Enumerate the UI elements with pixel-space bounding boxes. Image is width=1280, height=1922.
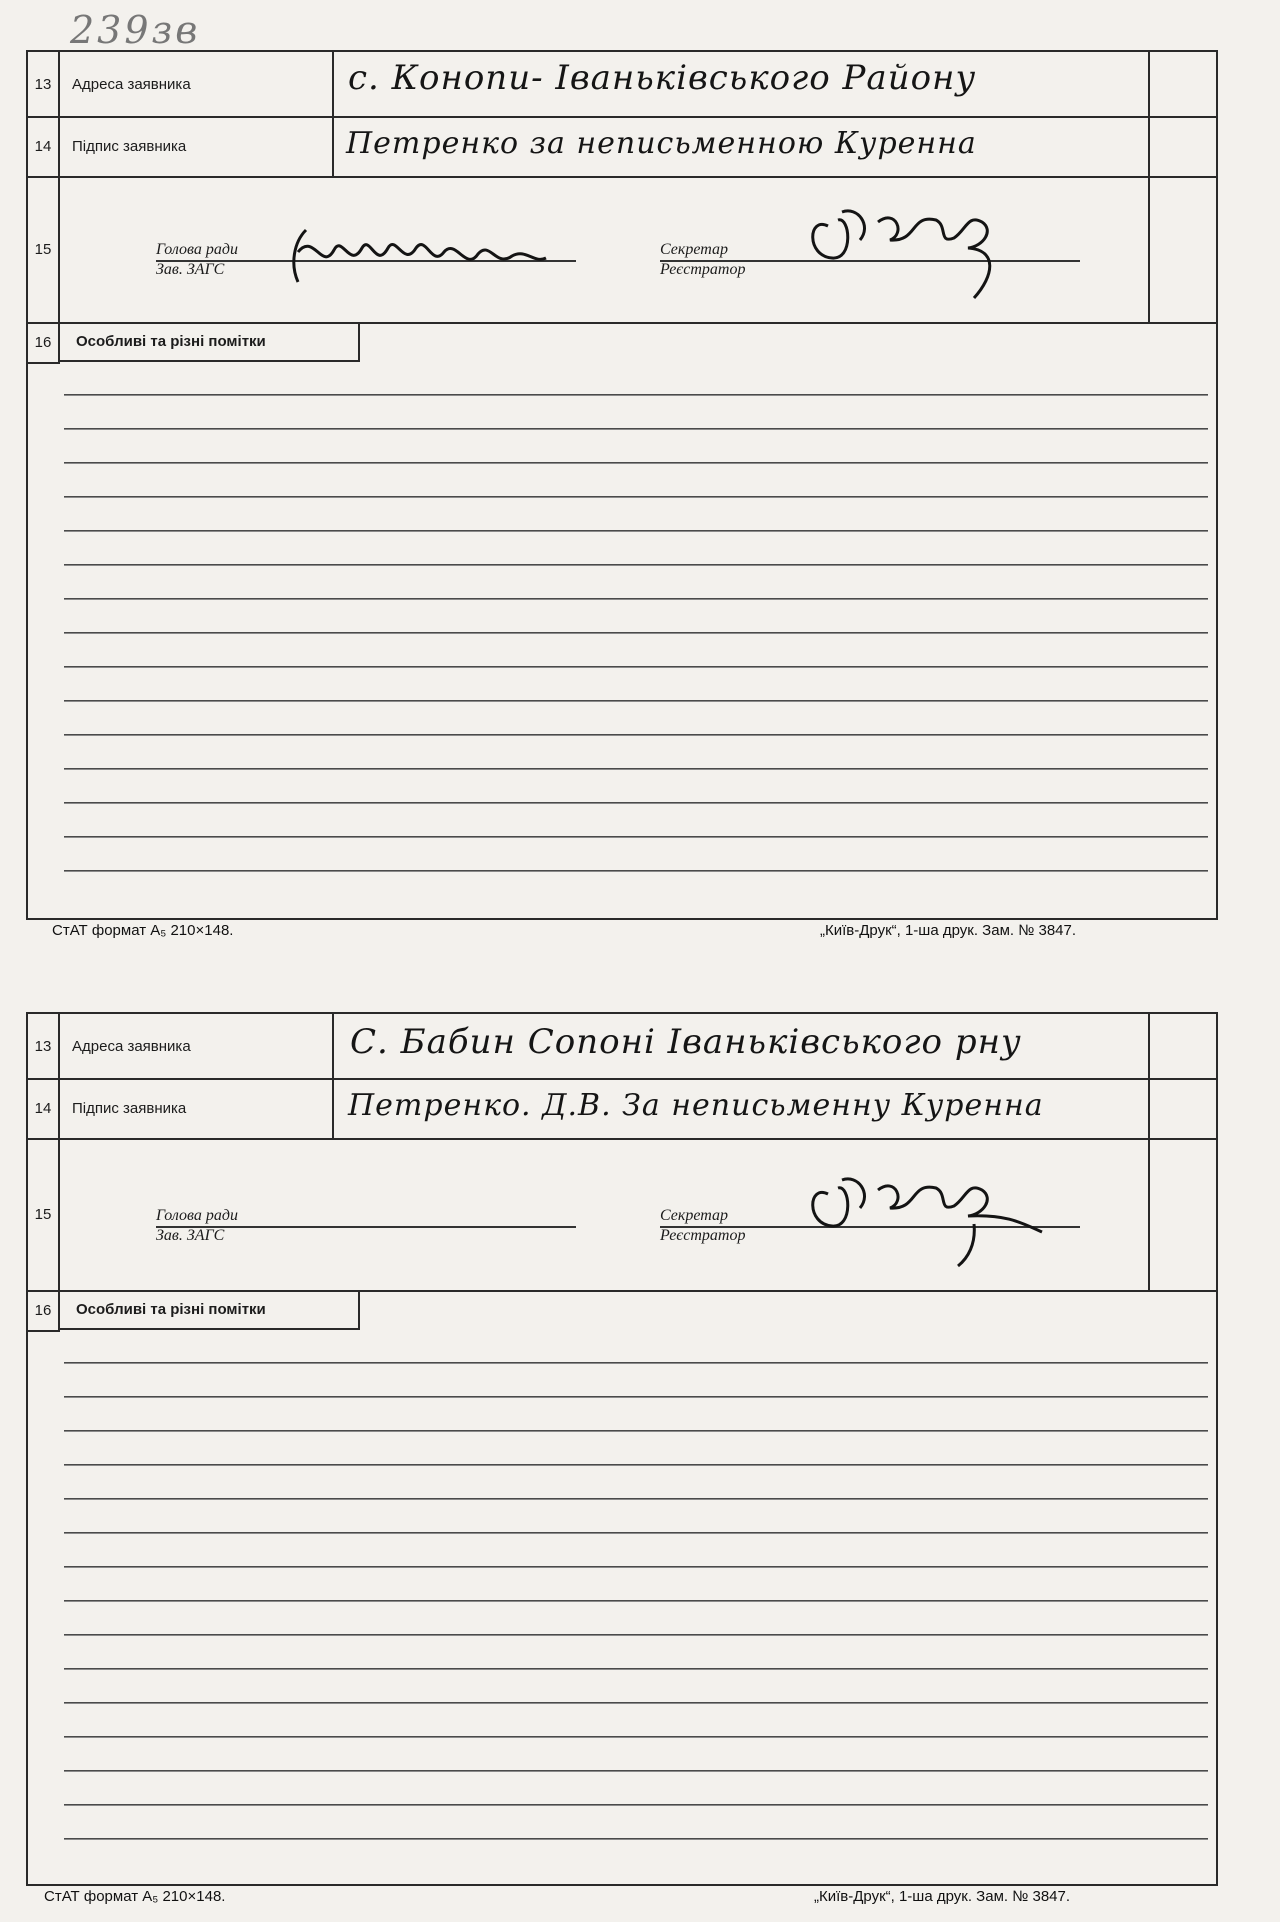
field-right-border: [1148, 1014, 1150, 1078]
head-title-line2: Зав. ЗАГС: [156, 1227, 225, 1244]
row-number: 15: [28, 176, 60, 322]
field-right-border: [1148, 1078, 1150, 1138]
row-applicant-address: [28, 52, 1216, 118]
field-label: Адреса заявника: [72, 75, 191, 93]
ruled-line: [64, 1362, 1208, 1364]
row-number: 16: [28, 1290, 60, 1332]
row-number: 13: [28, 52, 60, 116]
registration-form-bottom: [26, 1012, 1218, 1886]
row-officials: [28, 176, 1216, 324]
secretary-signature-mark: [798, 1154, 1058, 1274]
head-signature-mark: [276, 212, 596, 292]
field-divider: [332, 1078, 334, 1138]
ruled-line: [64, 1804, 1208, 1806]
field-divider: [332, 1014, 334, 1078]
ruled-line: [64, 394, 1208, 396]
field-right-border: [1148, 1138, 1150, 1290]
footer-format: СтАТ формат А₅ 210×148.: [52, 922, 234, 939]
head-title-line1: Голова ради: [156, 1207, 238, 1224]
ruled-line: [64, 598, 1208, 600]
row-number: 14: [28, 116, 60, 176]
ruled-line: [64, 1464, 1208, 1466]
ruled-line: [64, 564, 1208, 566]
ruled-line: [64, 462, 1208, 464]
ruled-line: [64, 632, 1208, 634]
ruled-line: [64, 1736, 1208, 1738]
field-right-border: [1148, 116, 1150, 176]
handwritten-signature: Петренко за неписьменною Куренна: [346, 126, 977, 161]
ruled-line: [64, 666, 1208, 668]
ruled-line: [64, 1532, 1208, 1534]
head-title-line1: Голова ради: [156, 241, 238, 258]
archive-page-number: 239зв: [70, 8, 201, 52]
secretary-title-line2: Реєстратор: [660, 261, 746, 278]
ruled-line: [64, 1634, 1208, 1636]
field-label: Підпис заявника: [72, 137, 187, 155]
row-number: 13: [28, 1014, 60, 1078]
remarks-label: Особливі та різні помітки: [58, 322, 360, 362]
field-right-border: [1148, 176, 1150, 322]
field-label: Адреса заявника: [72, 1037, 191, 1055]
ruled-line: [64, 1600, 1208, 1602]
ruled-line: [64, 802, 1208, 804]
field-right-border: [1148, 52, 1150, 116]
ruled-line: [64, 1430, 1208, 1432]
ruled-line: [64, 1702, 1208, 1704]
secretary-signature-mark: [798, 186, 1038, 306]
footer-format: СтАТ формат А₅ 210×148.: [44, 1888, 226, 1905]
ruled-line: [64, 530, 1208, 532]
handwritten-address: С. Бабин Сопоні Іваньківського рну: [350, 1022, 1022, 1062]
field-divider: [332, 52, 334, 116]
remarks-label: Особливі та різні помітки: [58, 1290, 360, 1330]
row-applicant-address: [28, 1014, 1216, 1080]
ruled-line: [64, 1668, 1208, 1670]
ruled-line: [64, 768, 1208, 770]
row-number: 15: [28, 1138, 60, 1290]
head-title-line2: Зав. ЗАГС: [156, 261, 225, 278]
remarks-section: [28, 322, 1216, 918]
row-number: 16: [28, 322, 60, 364]
ruled-line: [64, 870, 1208, 872]
field-label: Підпис заявника: [72, 1099, 187, 1117]
row-officials: [28, 1138, 1216, 1292]
row-number: 14: [28, 1078, 60, 1138]
ruled-line: [64, 496, 1208, 498]
footer-printer: „Київ-Друк“, 1-ша друк. Зам. № 3847.: [814, 1888, 1071, 1905]
ruled-line: [64, 836, 1208, 838]
ruled-line: [64, 428, 1208, 430]
row-applicant-signature: [28, 116, 1216, 178]
ruled-line: [64, 1566, 1208, 1568]
head-signature-line: [156, 1226, 576, 1228]
ruled-line: [64, 1498, 1208, 1500]
footer-printer: „Київ-Друк“, 1-ша друк. Зам. № 3847.: [820, 922, 1077, 939]
ruled-line: [64, 1396, 1208, 1398]
secretary-title-line2: Реєстратор: [660, 1227, 746, 1244]
registration-form-top: [26, 50, 1218, 920]
remarks-section: [28, 1290, 1216, 1884]
ruled-line: [64, 1838, 1208, 1840]
row-applicant-signature: [28, 1078, 1216, 1140]
handwritten-signature: Петренко. Д.В. За неписьменну Куренна: [348, 1088, 1044, 1123]
secretary-title-line1: Секретар: [660, 241, 729, 258]
ruled-line: [64, 700, 1208, 702]
ruled-line: [64, 1770, 1208, 1772]
field-divider: [332, 116, 334, 176]
secretary-title-line1: Секретар: [660, 1207, 729, 1224]
ruled-line: [64, 734, 1208, 736]
handwritten-address: с. Конопи- Іваньківського Району: [348, 58, 977, 98]
